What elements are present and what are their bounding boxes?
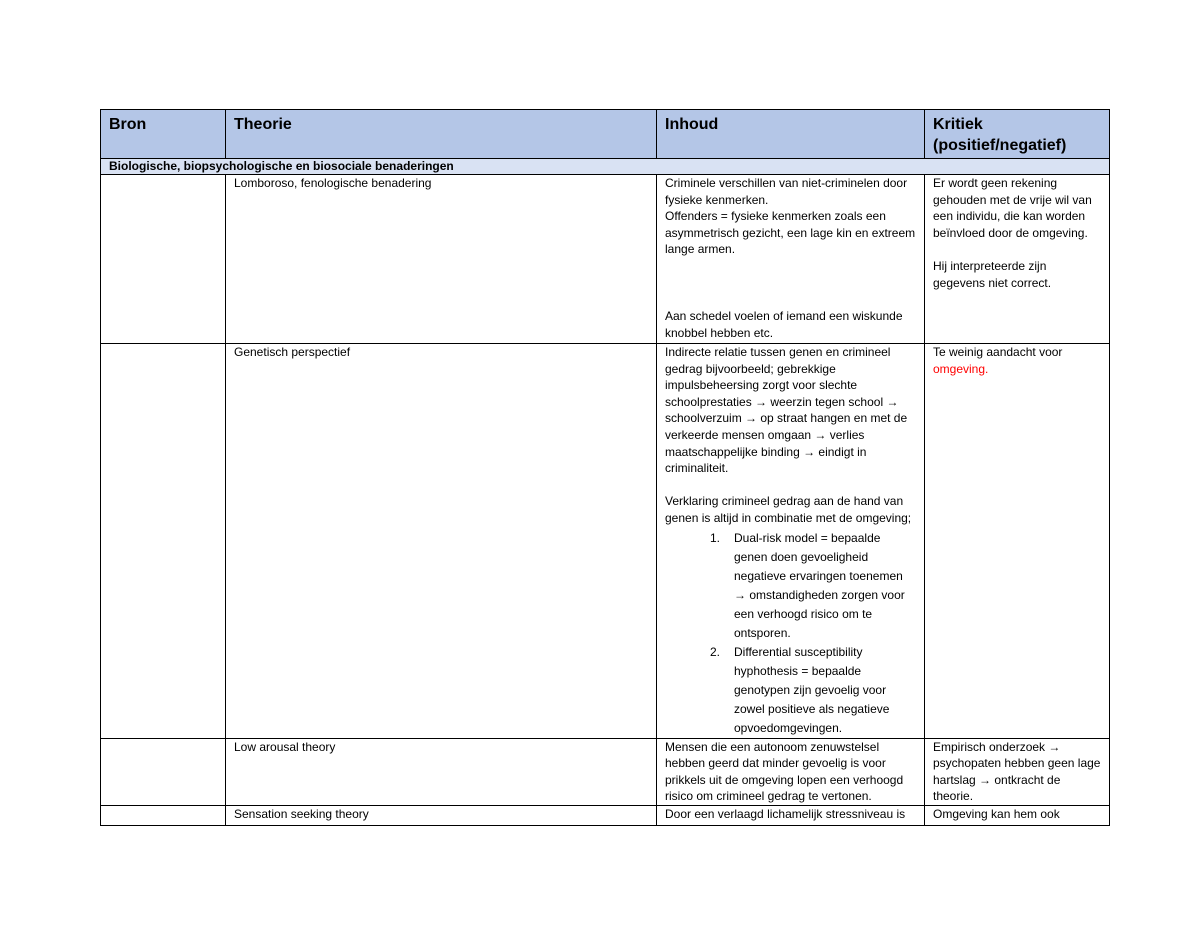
table-row bbox=[101, 805, 1110, 825]
list-number: 2. bbox=[709, 644, 720, 659]
section-title: Biologische, biopsychologische en biosociale benaderingen bbox=[101, 159, 1110, 175]
cell-kritiek bbox=[925, 344, 1110, 739]
cell-inhoud: Mensen die een autonoom zenuwstelsel hebben geerd dat minder gevoelig is voor prikkels uit de omgeving lopen een verhoogd risico om crimineel gedrag te vertonen. bbox=[657, 738, 925, 805]
header-bron: Bron bbox=[101, 110, 226, 159]
cell-inhoud: Door een verlaagd lichamelijk stressniveau is bbox=[657, 805, 925, 825]
header-kritiek: Kritiek (positief/negatief) bbox=[925, 110, 1110, 159]
kritiek-paragraph: Hij interpreteerde zijn gegevens niet correct. bbox=[933, 258, 1052, 290]
list-text: Differential susceptibility hyphothesis = bepaalde genotypen zijn gevoelig voor zowel positieve als negatieve opvoedomgevingen. bbox=[734, 644, 890, 735]
theory-table bbox=[100, 109, 1110, 826]
table-row bbox=[101, 738, 1110, 805]
cell-theorie: Sensation seeking theory bbox=[226, 805, 657, 825]
cell-kritiek: Omgeving kan hem ook bbox=[925, 805, 1110, 825]
cell-bron bbox=[101, 344, 226, 739]
list-item bbox=[665, 529, 916, 643]
list-number: 1. bbox=[709, 530, 720, 545]
table-row bbox=[101, 344, 1110, 739]
numbered-list bbox=[665, 529, 916, 738]
section-row bbox=[101, 159, 1110, 175]
header-theorie: Theorie bbox=[226, 110, 657, 159]
list-text: Dual-risk model = bepaalde genen doen gevoeligheid negatieve ervaringen toenemen → omstandigheden zorgen voor een verhoogd risico om te ontsporen. bbox=[734, 530, 905, 640]
cell-bron bbox=[101, 805, 226, 825]
inhoud-paragraph: Aan schedel voelen of iemand een wiskunde knobbel hebben etc. bbox=[665, 308, 903, 340]
cell-theorie: Lomboroso, fenologische benadering bbox=[226, 175, 657, 344]
inhoud-paragraph: Offenders = fysieke kenmerken zoals een asymmetrisch gezicht, een lage kin en extreem lange armen. bbox=[665, 209, 916, 257]
kritiek-highlight: omgeving. bbox=[933, 361, 989, 376]
header-row bbox=[101, 110, 1110, 159]
kritiek-paragraph: Er wordt geen rekening gehouden met de vrije wil van een individu, die kan worden beïnvloed door de omgeving. bbox=[933, 176, 1092, 240]
cell-kritiek bbox=[925, 175, 1110, 344]
cell-inhoud bbox=[657, 175, 925, 344]
header-inhoud: Inhoud bbox=[657, 110, 925, 159]
cell-theorie: Low arousal theory bbox=[226, 738, 657, 805]
list-item bbox=[665, 643, 916, 738]
cell-bron bbox=[101, 738, 226, 805]
inhoud-paragraph: Criminele verschillen van niet-criminelen door fysieke kenmerken. bbox=[665, 176, 908, 207]
kritiek-text: Te weinig aandacht voor bbox=[933, 345, 1063, 359]
cell-theorie: Genetisch perspectief bbox=[226, 344, 657, 739]
inhoud-paragraph: Indirecte relatie tussen genen en crimineel gedrag bijvoorbeeld; gebrekkige impulsbeheersing zorgt voor slechte schoolprestaties → weerzin tegen school → schoolverzuim → op straat hangen en met de verkeerde mensen omgaan → verlies maatschappelijke binding → eindigt in criminaliteit. bbox=[665, 345, 908, 476]
inhoud-paragraph: Verklaring crimineel gedrag aan de hand van genen is altijd in combinatie met de omgeving; bbox=[665, 494, 912, 525]
table-row bbox=[101, 175, 1110, 344]
cell-bron bbox=[101, 175, 226, 344]
cell-inhoud bbox=[657, 344, 925, 739]
cell-kritiek: Empirisch onderzoek → psychopaten hebben geen lage hartslag → ontkracht de theorie. bbox=[925, 738, 1110, 805]
